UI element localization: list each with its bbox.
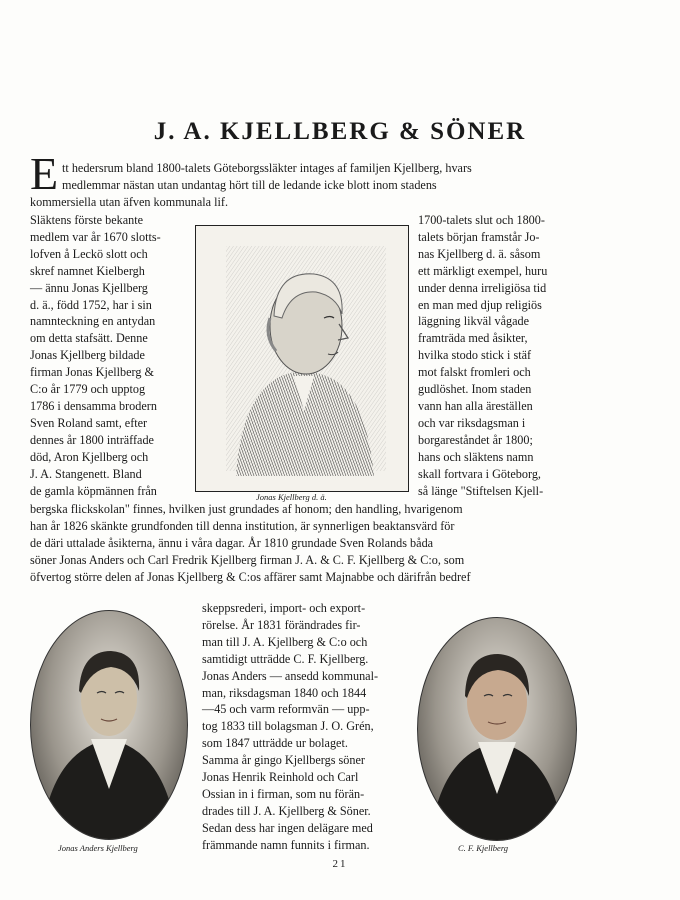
text-line: mot falskt fromleri och (418, 365, 531, 380)
text-line: namnteckning en antydan (30, 314, 156, 329)
text-line: rörelse. År 1831 förändrades fir- (202, 617, 361, 632)
text-line: död, Aron Kjellberg och (30, 449, 149, 464)
portrait-jonas-anders-kjellberg (30, 610, 188, 840)
text-line: samtidigt utträdde C. F. Kjellberg. (202, 651, 369, 666)
text-line: Jonas Henrik Reinhold och Carl (202, 770, 359, 785)
text-line: C:o år 1779 och upptog (30, 382, 146, 397)
text-line: främmande namn funnits i firman. (202, 837, 370, 852)
text-line: medlem var år 1670 slotts- (30, 229, 161, 244)
text-line: —45 och varm reformvän — upp- (202, 702, 370, 717)
middle-text-column (202, 600, 408, 854)
text-line: Sven Roland samt, efter (30, 415, 148, 430)
text-line: vann han alla äreställen (418, 398, 533, 413)
text-line: skref namnet Kielbergh (30, 263, 145, 278)
caption-jonas-anders-kjellberg: Jonas Anders Kjellberg (58, 843, 138, 853)
intro-line-1: tt hedersrum bland 1800-talets Göteborgssläkter intages af familjen Kjellberg, hvars (62, 161, 472, 175)
text-line: Jonas Anders — ansedd kommunal- (202, 668, 379, 683)
text-line: skall fortvara i Göteborg, (418, 466, 541, 481)
portrait-frame-jonas-kjellberg (195, 225, 409, 492)
text-line: om detta stafsätt. Denne (30, 331, 148, 346)
caption-jonas-kjellberg: Jonas Kjellberg d. ä. (256, 492, 327, 502)
text-line: hvilka stodo stick i stäf (418, 348, 532, 363)
text-line: som 1847 utträdde ur bolaget. (202, 736, 348, 751)
text-line: drades till J. A. Kjellberg & Söner. (202, 803, 371, 818)
text-line: skeppsrederi, import- och export- (202, 601, 366, 615)
page-title: J. A. KJELLBERG & SÖNER (153, 118, 527, 145)
text-line: nas Kjellberg d. ä. såsom (418, 246, 541, 261)
text-line: firman Jonas Kjellberg & (30, 365, 154, 380)
page-number: 21 (332, 858, 348, 870)
intro-line-3: kommersiella utan äfven kommunala lif. (30, 195, 228, 209)
text-line: 1786 i densamma brodern (30, 398, 157, 413)
text-line: hans och släktens namn (418, 449, 534, 464)
text-line: Samma år gingo Kjellbergs söner (202, 753, 365, 768)
text-line: ett märkligt exempel, huru (418, 263, 548, 278)
portrait-painting-c-f-kjellberg (418, 618, 576, 840)
text-line: 1700-talets slut och 1800- (418, 213, 545, 227)
full-width-line-5: öfvertog större delen af Jonas Kjellberg & C:os affärer samt Majnabbe och därifrån bedref (30, 570, 471, 584)
full-width-line-3: de däri uttalade åsikterna, ännu i våra dagar. År 1810 grundade Sven Rolands båda (30, 536, 434, 550)
text-line: tog 1833 till bolagsman J. O. Grén, (202, 719, 374, 734)
portrait-c-f-kjellberg (417, 617, 577, 841)
text-line: man, riksdagsman 1840 och 1844 (202, 685, 367, 700)
text-line: Ossian in i firman, som nu förän- (202, 786, 365, 801)
text-line: de gamla köpmännen från (30, 483, 157, 498)
text-line: under denna irreligiösa tid (418, 280, 547, 295)
caption-c-f-kjellberg: C. F. Kjellberg (458, 843, 509, 853)
text-line: — ännu Jonas Kjellberg (30, 280, 148, 295)
text-line: och var riksdagsman i (418, 415, 526, 430)
text-line: så länge "Stiftelsen Kjell- (418, 483, 544, 498)
portrait-engraving-jonas-kjellberg (196, 226, 408, 491)
full-width-line-2: han år 1826 skänkte grundfonden till denna institution, är synnerligen beaktansvärd för (30, 519, 455, 533)
drop-cap: E (30, 148, 59, 199)
right-text-column (418, 212, 576, 499)
full-width-line-1: bergska flickskolan" finnes, hvilken just grundades af honom; den handling, hvarigenom (30, 502, 463, 516)
text-line: borgareståndet år 1800; (418, 432, 533, 447)
text-line: Sedan dess har ingen delägare med (202, 820, 373, 835)
left-text-column (30, 212, 193, 499)
text-line: Släktens förste bekante (30, 213, 144, 227)
portrait-painting-jonas-anders (31, 611, 187, 839)
intro-line-2: medlemmar nästan utan undantag hört till de ledande icke blott inom stadens (62, 178, 437, 192)
text-line: talets början framstår Jo- (418, 229, 540, 244)
text-line: framträda med åsikter, (418, 331, 528, 346)
text-line: Jonas Kjellberg bildade (30, 348, 145, 363)
full-width-line-4: söner Jonas Anders och Carl Fredrik Kjellberg firman J. A. & C. F. Kjellberg & C:o, som (30, 553, 465, 567)
text-line: J. A. Stangenett. Bland (30, 466, 142, 481)
text-line: lofven å Leckö slott och (30, 246, 148, 261)
text-line: d. ä., född 1752, har i sin (30, 297, 152, 312)
text-line: läggning likväl vågade (418, 314, 530, 329)
text-line: gudlöshet. Inom staden (418, 382, 532, 397)
text-line: man till J. A. Kjellberg & C:o och (202, 634, 368, 649)
text-line: dennes år 1800 inträffade (30, 432, 154, 447)
text-line: en man med djup religiös (418, 297, 542, 312)
